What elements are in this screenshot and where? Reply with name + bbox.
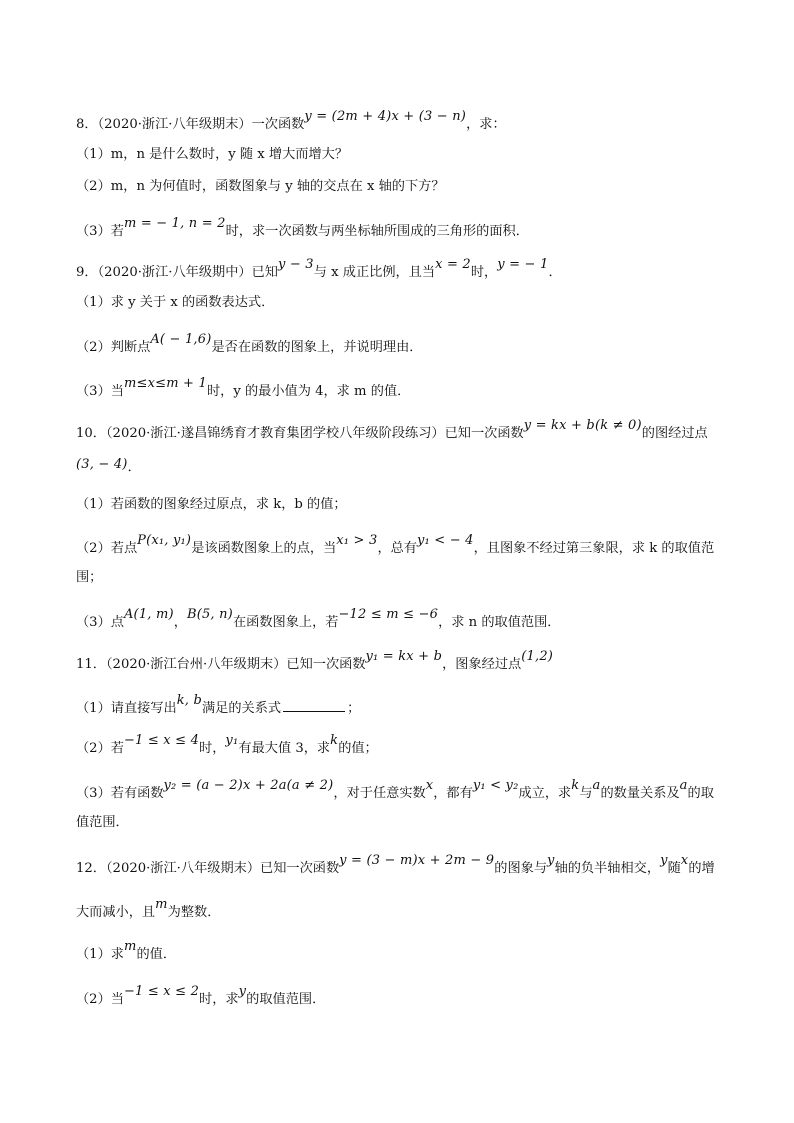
- q12-part2-formula-2: y: [238, 984, 247, 999]
- q12-var-y2: y: [660, 853, 668, 868]
- q11-part3-formula-5: a: [592, 778, 601, 793]
- q11-stem: [76, 649, 554, 675]
- q8-stem: [76, 109, 506, 135]
- q12-number: 12．: [76, 861, 106, 876]
- q11-part2: [76, 733, 378, 759]
- q10-part2: [76, 533, 715, 559]
- q9-part3-pre: 当: [110, 384, 124, 399]
- q12-stem-a: 已知一次函数: [260, 861, 340, 876]
- q10-part2-mid1: 是该函数图象上的点，当: [191, 541, 337, 556]
- q11-part1-pre: 请直接写出: [110, 701, 177, 716]
- q11-part3-formula-4: k: [571, 778, 580, 793]
- q11-part2-formula-2: y₁: [225, 733, 239, 748]
- q11-part3-text: 的取: [687, 786, 714, 801]
- q9-formula-3: y = − 1: [497, 257, 549, 272]
- q12-stem: [76, 853, 715, 879]
- q10-part3-mid2: 在函数图象上，若: [232, 615, 339, 630]
- q9-part1-label: （1）: [76, 295, 111, 310]
- q10-part2-formula-2: x₁ > 3: [336, 533, 378, 548]
- q12-formula: y = (3 − m)x + 2m − 9: [339, 853, 495, 868]
- q10-part3: [76, 607, 561, 633]
- q12-stem-d: 随: [667, 861, 681, 876]
- q9-part3-text: 时，y 的最小值为 4，求 m 的值．: [206, 384, 411, 399]
- q12-stem-cont: [76, 897, 221, 923]
- q11-part3-cont-text: 值范围．: [76, 815, 129, 830]
- q12-part1-pre: 求: [110, 947, 124, 962]
- q10-part3-text: ，求 n 的取值范围．: [438, 615, 561, 630]
- q12-part1-formula: m: [123, 939, 137, 954]
- q9-part1: [76, 293, 274, 313]
- q8-formula: y = (2m + 4)x + (3 − n): [304, 109, 467, 124]
- q9-stem-b: 与 x 成正比例，且当: [313, 265, 436, 280]
- q10-part1-label: （1）: [76, 497, 111, 512]
- q12-source: （2020·浙江·八年级期末）: [105, 861, 261, 876]
- q11-part3-formula-3: y₁ < y₂: [472, 778, 519, 793]
- q11-part1-tail: ；: [347, 701, 361, 716]
- q11-part3-label: （3）: [76, 786, 111, 801]
- q12-stem-cont-b: 为整数．: [167, 905, 221, 920]
- q10-source: （2020·浙江·遂昌锦绣育才教育集团学校八年级阶段练习）: [105, 426, 445, 441]
- q12-part2-mid1: 时，求: [199, 992, 239, 1007]
- q10-formula: y = kx + b(k ≠ 0): [523, 418, 642, 433]
- q10-part1-text: 若函数的图象经过原点，求 k，b 的值；: [110, 497, 347, 512]
- q12-stem-b: 的图象与: [494, 861, 548, 876]
- q9-part3: [76, 376, 411, 402]
- q10-part3-formula-1: A(1, m): [123, 607, 174, 622]
- q11-part3-mid3: 成立，求: [518, 786, 572, 801]
- q11-part3: [76, 778, 714, 804]
- q10-part2-text: ，且图象不经过第三象限，求 k 的取值范: [473, 541, 715, 556]
- q8-part3-formula: m = − 1, n = 2: [123, 216, 226, 231]
- q10-stem-cont: [76, 458, 141, 478]
- q9-part3-label: （3）: [76, 384, 111, 399]
- q10-part2-cont-text: 围；: [76, 570, 103, 585]
- q8-part3-pre: 若: [110, 224, 124, 239]
- q9-number: 9．: [76, 265, 98, 280]
- q12-part1-label: （1）: [76, 947, 111, 962]
- q10-part3-formula-2: B(5, n): [186, 607, 233, 622]
- q11-source: （2020·浙江台州·八年级期末）: [105, 657, 287, 672]
- q8-part3-label: （3）: [76, 224, 111, 239]
- q9-formula-1: y − 3: [278, 257, 314, 272]
- q12-var-x: x: [680, 853, 689, 868]
- q9-part2: [76, 332, 423, 358]
- q10-part2-label: （2）: [76, 541, 111, 556]
- q8-source: （2020·浙江·八年级期末）: [97, 117, 252, 132]
- q12-stem-cont-a: 大而减小，且: [76, 905, 156, 920]
- q8-number: 8．: [76, 117, 98, 132]
- q9-formula-2: x = 2: [435, 257, 471, 272]
- q11-part2-formula-3: k: [330, 733, 339, 748]
- q8-stem-end: ，求：: [466, 117, 506, 132]
- q11-part2-formula-1: −1 ≤ x ≤ 4: [123, 733, 200, 748]
- q8-part1-label: （1）: [76, 147, 111, 162]
- q9-stem: [76, 257, 562, 283]
- q11-part3-cont: [76, 813, 129, 833]
- q10-part2-cont: [76, 568, 102, 588]
- q10-part3-label: （3）: [76, 615, 111, 630]
- q11-formula: y₁ = kx + b: [365, 649, 443, 664]
- q12-stem-c: 轴的负半轴相交，: [554, 861, 661, 876]
- q12-var-m: m: [155, 897, 168, 912]
- q11-point: (1,2): [521, 649, 554, 664]
- q8-part3-text: 时，求一次函数与两坐标轴所围成的三角形的面积．: [225, 224, 529, 239]
- answer-blank[interactable]: [283, 699, 345, 712]
- q8-stem-text: 一次函数: [251, 117, 305, 132]
- q8-part2: [76, 177, 445, 197]
- q11-part3-mid4: 与: [579, 786, 593, 801]
- q11-part1-text: 满足的关系式: [201, 701, 282, 716]
- q8-part2-text: m，n 为何值时，函数图象与 y 轴的交点在 x 轴的下方？: [110, 179, 445, 194]
- q11-part1-label: （1）: [76, 701, 111, 716]
- q11-part3-mid2: ，都有: [433, 786, 473, 801]
- q8-part3: [76, 216, 529, 242]
- q10-part3-formula-3: −12 ≤ m ≤ −6: [338, 607, 439, 622]
- q10-number: 10．: [76, 426, 106, 441]
- q12-part2-formula-1: −1 ≤ x ≤ 2: [123, 984, 200, 999]
- q10-part2-formula-1: P(x₁, y₁): [137, 533, 192, 548]
- q12-var-y1: y: [547, 853, 555, 868]
- q11-stem-a: 已知一次函数: [286, 657, 366, 672]
- q10-part3-mid1: ，: [173, 615, 187, 630]
- q12-part2-label: （2）: [76, 992, 111, 1007]
- q9-source: （2020·浙江·八年级期中）: [97, 265, 252, 280]
- q11-part1: [76, 693, 361, 719]
- q9-part2-text: 是否在函数的图象上，并说明理由．: [211, 340, 423, 355]
- q10-stem-end: ．: [127, 460, 141, 475]
- q8-part1-text: m，n 是什么数时，y 随 x 增大而增大？: [110, 147, 349, 162]
- q9-part2-pre: 判断点: [110, 340, 151, 355]
- q10-part1: [76, 495, 347, 515]
- q8-part2-label: （2）: [76, 179, 111, 194]
- q11-part2-text: 的值；: [338, 741, 378, 756]
- q9-stem-d: ．: [548, 265, 562, 280]
- q11-part3-mid1: ，对于任意实数: [333, 786, 426, 801]
- q11-part3-formula-2: x: [425, 778, 434, 793]
- q9-stem-a: 已知: [251, 265, 278, 280]
- q12-part1: [76, 939, 177, 965]
- q10-part2-mid2: ，总有: [377, 541, 417, 556]
- q11-part3-pre: 若有函数: [110, 786, 164, 801]
- q11-part1-formula: k, b: [176, 693, 202, 708]
- q11-stem-b: ，图象经过点: [442, 657, 522, 672]
- q10-part2-formula-3: y₁ < − 4: [417, 533, 474, 548]
- q12-part1-text: 的值．: [136, 947, 177, 962]
- q9-part1-text: 求 y 关于 x 的函数表达式．: [110, 295, 275, 310]
- q11-part2-label: （2）: [76, 741, 111, 756]
- q10-part3-pre: 点: [110, 615, 124, 630]
- q11-part2-mid2: 有最大值 3，求: [238, 741, 331, 756]
- q9-part2-formula: A( − 1,6): [150, 332, 212, 347]
- q11-part3-formula-6: a: [679, 778, 688, 793]
- q8-part1: [76, 145, 348, 165]
- q11-part2-mid1: 时，: [199, 741, 226, 756]
- q9-part3-formula: m≤x≤m + 1: [123, 376, 207, 391]
- q10-stem: [76, 418, 708, 444]
- q9-stem-c: 时，: [470, 265, 498, 280]
- q11-number: 11．: [76, 657, 106, 672]
- q11-part3-formula-1: y₂ = (a − 2)x + 2a(a ≠ 2): [163, 778, 334, 793]
- q12-part2: [76, 984, 326, 1010]
- q10-stem-a: 已知一次函数: [444, 426, 524, 441]
- q10-part2-pre: 若点: [110, 541, 138, 556]
- q10-point: (3, − 4): [76, 457, 128, 472]
- q11-part3-mid5: 的数量关系及: [600, 786, 680, 801]
- q9-part2-label: （2）: [76, 340, 111, 355]
- q11-part2-pre: 若: [110, 741, 124, 756]
- q12-part2-text: 的取值范围．: [246, 992, 326, 1007]
- q12-stem-e: 的增: [688, 861, 715, 876]
- q10-stem-b: 的图经过点: [641, 426, 708, 441]
- q12-part2-pre: 当: [110, 992, 124, 1007]
